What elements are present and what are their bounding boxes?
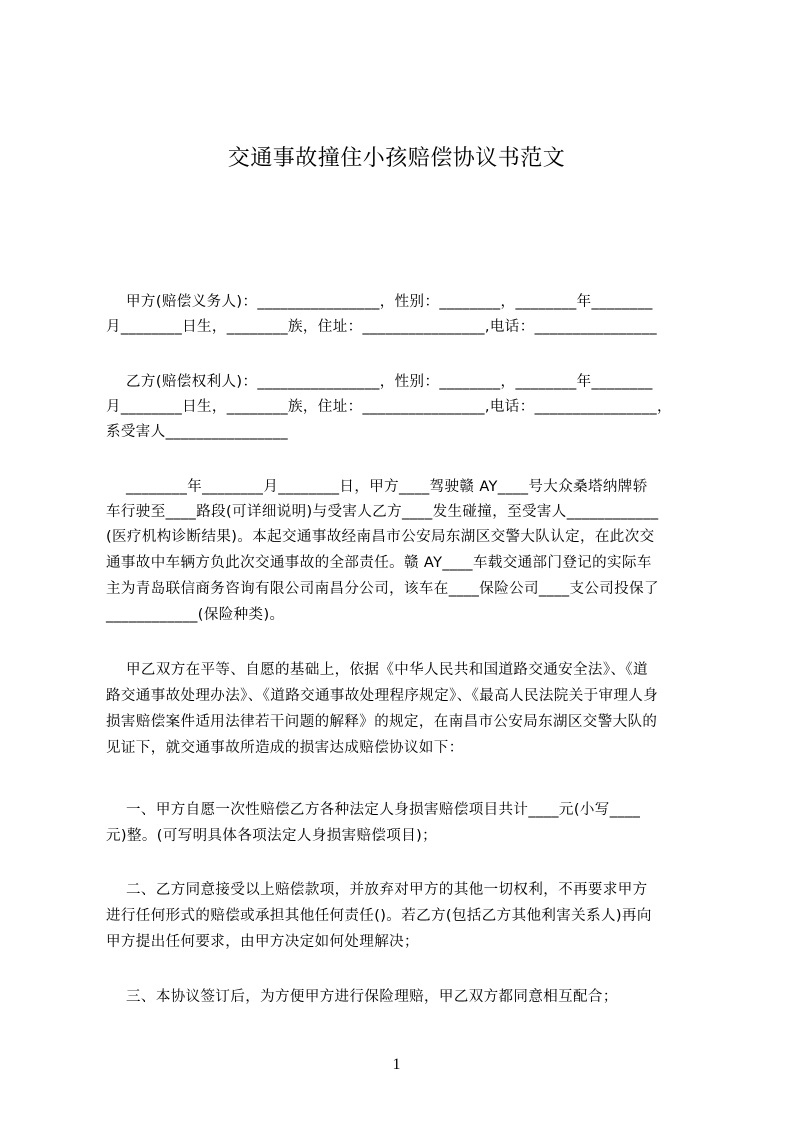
- accident-line-2: 车行驶至____路段(可详细说明)与受害人乙方____发生碰撞，至受害人____________: [106, 504, 659, 520]
- basis-line-2: 路交通事故处理办法》、《道路交通事故处理程序规定》、《最高人民法院关于审理人身: [106, 688, 659, 704]
- party-a-line-1: 甲方(赔偿义务人)：________________，性别：________，________年________: [106, 294, 653, 310]
- basis-line-1: 甲乙双方在平等、自愿的基础上，依据《中华人民共和国道路交通安全法》、《道: [106, 662, 648, 678]
- clause-2-line-2: 进行任何形式的赔偿或承担其他任何责任()。若乙方(包括乙方其他利害关系人)再向: [106, 908, 652, 924]
- page-number: 1: [392, 1056, 401, 1073]
- accident-line-6: ____________(保险种类)。: [106, 607, 285, 623]
- party-b-line-3: 系受害人________________: [106, 424, 288, 440]
- accident-line-5: 主为青岛联信商务咨询有限公司南昌分公司，该车在____保险公司____支公司投保了: [106, 581, 659, 597]
- party-b-line-1: 乙方(赔偿权利人)：________________，性别：________，________年________: [106, 374, 653, 390]
- clause-1-line-1: 一、甲方自愿一次性赔偿乙方各种法定人身损害赔偿项目共计____元(小写____: [106, 802, 641, 818]
- clause-3-line-1: 三、本协议签订后，为方便甲方进行保险理赔，甲乙双方都同意相互配合；: [106, 989, 618, 1005]
- clause-2-line-3: 甲方提出任何要求，由甲方决定如何处理解决；: [106, 934, 419, 950]
- clause-1-line-2: 元)整。(可写明具体各项法定人身损害赔偿项目)；: [106, 828, 438, 844]
- document-title: 交通事故撞住小孩赔偿协议书范文: [227, 146, 566, 171]
- clause-2-line-1: 二、乙方同意接受以上赔偿款项，并放弃对甲方的其他一切权利，不再要求甲方: [106, 882, 648, 898]
- basis-line-4: 见证下，就交通事故所造成的损害达成赔偿协议如下：: [106, 740, 464, 756]
- accident-line-3: (医疗机构诊断结果)。本起交通事故经南昌市公安局东湖区交警大队认定，在此次交: [106, 529, 655, 545]
- party-a-line-2: 月________日生，________族，住址：________________,电话：________________: [106, 319, 658, 335]
- accident-line-1: ________年________月________日，甲方____驾驶赣 AY____号大众桑塔纳牌轿: [106, 479, 648, 495]
- party-b-line-2: 月________日生，________族，住址：________________,电话：________________，: [106, 399, 672, 415]
- basis-line-3: 损害赔偿案件适用法律若干问题的解释》的规定，在南昌市公安局东湖区交警大队的: [106, 714, 658, 730]
- accident-line-4: 通事故中车辆方负此次交通事故的全部责任。赣 AY____车载交通部门登记的实际车: [106, 555, 652, 571]
